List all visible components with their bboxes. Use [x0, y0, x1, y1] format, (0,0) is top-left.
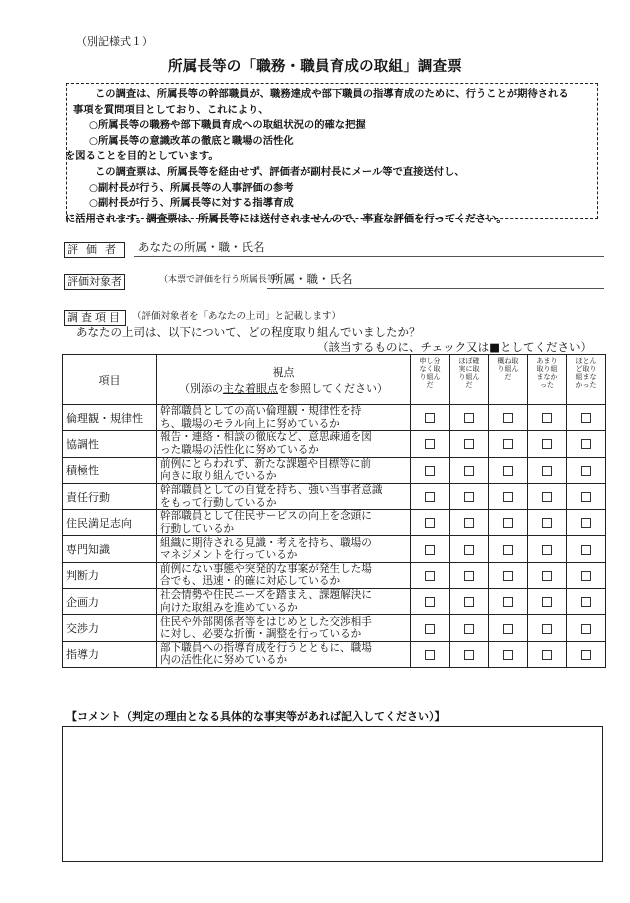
- scale-line: あまり: [536, 357, 558, 365]
- rating-checkbox[interactable]: [581, 545, 591, 555]
- rating-cell: [528, 562, 567, 588]
- rating-cell: [528, 641, 567, 667]
- rating-checkbox[interactable]: [464, 439, 474, 449]
- rating-cell: [528, 536, 567, 562]
- header-view-note-pre: （別添の: [179, 381, 223, 395]
- row-viewpoint: [157, 589, 411, 615]
- row-viewpoint: [157, 431, 411, 457]
- rating-cell: [528, 431, 567, 457]
- rating-cell: [567, 641, 606, 667]
- rating-checkbox[interactable]: [503, 597, 513, 607]
- row-item-label: 指導力: [63, 641, 157, 667]
- scale-line: り組ん: [497, 365, 519, 373]
- rating-cell: [450, 589, 489, 615]
- survey-items-row: [64, 306, 604, 326]
- target-underline: [267, 288, 604, 289]
- table-row: [63, 510, 606, 536]
- scale-line: った: [540, 381, 554, 389]
- table-row: [63, 457, 606, 483]
- row-viewpoint-line: 部下職員への指導育成を行うとともに、職場: [160, 641, 372, 654]
- comment-label: 【コメント（判定の理由となる具体的な事実等があれば記入してください）】: [66, 710, 446, 723]
- rating-cell: [450, 536, 489, 562]
- table-row: [63, 405, 606, 431]
- rating-checkbox[interactable]: [581, 492, 591, 502]
- rating-checkbox[interactable]: [581, 413, 591, 423]
- table-row: [63, 536, 606, 562]
- scale-header-1: [411, 355, 450, 405]
- header-view-note: [157, 380, 410, 396]
- rating-checkbox[interactable]: [542, 571, 552, 581]
- scale-line: ど取り: [575, 365, 597, 373]
- rating-checkbox[interactable]: [425, 650, 435, 660]
- scale-line: だ: [504, 373, 512, 381]
- rating-checkbox[interactable]: [581, 571, 591, 581]
- rating-checkbox[interactable]: [503, 545, 513, 555]
- table-row: [63, 641, 606, 667]
- rating-cell: [528, 510, 567, 536]
- table-row: [63, 589, 606, 615]
- rating-cell: [528, 615, 567, 641]
- rating-checkbox[interactable]: [542, 466, 552, 476]
- intro-line: に活用されます。調査票は、所属長等には送付されませんので、率直な評価を行ってください。: [65, 212, 507, 225]
- scale-header-5: [567, 355, 606, 405]
- rating-cell: [411, 536, 450, 562]
- row-viewpoint: [157, 483, 411, 509]
- row-viewpoint-line: 組織に期待される見識・考えを持ち、職場の: [160, 536, 372, 549]
- header-view-title: 視点: [272, 365, 295, 379]
- rating-checkbox[interactable]: [425, 597, 435, 607]
- rating-checkbox[interactable]: [503, 571, 513, 581]
- rating-checkbox[interactable]: [425, 439, 435, 449]
- row-item-label: 専門知識: [63, 536, 157, 562]
- table-row: [63, 562, 606, 588]
- evaluator-label: 評価者: [64, 242, 125, 258]
- scale-line: 実に取: [458, 365, 480, 373]
- rating-cell: [489, 562, 528, 588]
- rating-checkbox[interactable]: [464, 545, 474, 555]
- rating-checkbox[interactable]: [581, 624, 591, 634]
- row-viewpoint-line: 前例にとらわれず、新たな課題や目標等に前: [160, 457, 372, 470]
- rating-cell: [411, 431, 450, 457]
- rating-checkbox[interactable]: [464, 571, 474, 581]
- header-item: 項目: [63, 355, 157, 405]
- row-viewpoint-line: 合でも、迅速・的確に対応しているか: [160, 575, 341, 588]
- rating-checkbox[interactable]: [503, 650, 513, 660]
- rating-cell: [489, 641, 528, 667]
- scale-line: なく取: [419, 365, 441, 373]
- rating-checkbox[interactable]: [425, 518, 435, 528]
- rating-checkbox[interactable]: [581, 597, 591, 607]
- rating-cell: [489, 589, 528, 615]
- survey-table: [62, 354, 606, 668]
- row-item-label: 交渉力: [63, 615, 157, 641]
- row-viewpoint: [157, 510, 411, 536]
- rating-checkbox[interactable]: [581, 518, 591, 528]
- target-label: 評価対象者: [64, 274, 125, 290]
- rating-cell: [489, 615, 528, 641]
- rating-cell: [567, 589, 606, 615]
- survey-items-note: （評価対象者を「あなたの上司」と記載します）: [132, 311, 342, 322]
- intro-line: ○副村長が行う、所属長等の人事評価の参考: [89, 181, 294, 194]
- row-viewpoint-line: 向けた取組みを進めているか: [160, 601, 298, 614]
- row-item-label: 協調性: [63, 431, 157, 457]
- rating-cell: [450, 641, 489, 667]
- table-row: [63, 615, 606, 641]
- rating-cell: [450, 457, 489, 483]
- rating-cell: [489, 431, 528, 457]
- rating-checkbox[interactable]: [581, 650, 591, 660]
- rating-cell: [528, 457, 567, 483]
- rating-checkbox[interactable]: [542, 545, 552, 555]
- row-viewpoint: [157, 536, 411, 562]
- rating-checkbox[interactable]: [425, 466, 435, 476]
- rating-checkbox[interactable]: [542, 650, 552, 660]
- rating-cell: [489, 536, 528, 562]
- table-header-row: [63, 355, 606, 405]
- table-body: [63, 405, 606, 668]
- scale-line: 申し分: [419, 357, 441, 365]
- evaluator-field[interactable]: あなたの所属・職・氏名: [138, 240, 265, 254]
- target-field[interactable]: 所属・職・氏名: [272, 272, 353, 286]
- scale-line: だ: [465, 381, 473, 389]
- rating-checkbox[interactable]: [464, 492, 474, 502]
- rating-checkbox[interactable]: [503, 492, 513, 502]
- survey-question: あなたの上司は、以下について、どの程度取り組んでいましたか？: [76, 325, 421, 339]
- rating-cell: [489, 483, 528, 509]
- row-viewpoint: [157, 405, 411, 431]
- scale-line: ほとん: [575, 357, 597, 365]
- rating-checkbox[interactable]: [464, 466, 474, 476]
- header-view-note-post: を参照してください）: [278, 381, 388, 395]
- rating-cell: [411, 562, 450, 588]
- rating-checkbox[interactable]: [542, 624, 552, 634]
- row-item-label: 住民満足志向: [63, 510, 157, 536]
- rating-cell: [450, 405, 489, 431]
- rating-checkbox[interactable]: [464, 518, 474, 528]
- scale-line: 取り組: [536, 365, 558, 373]
- scale-line: 組まな: [575, 373, 597, 381]
- row-viewpoint: [157, 562, 411, 588]
- rating-cell: [567, 510, 606, 536]
- rating-checkbox[interactable]: [581, 466, 591, 476]
- rating-cell: [489, 457, 528, 483]
- rating-cell: [411, 457, 450, 483]
- survey-items-label: 調査項目: [64, 310, 126, 326]
- rating-cell: [528, 483, 567, 509]
- header-view-note-underlined: 主な着眼点: [223, 381, 278, 395]
- row-viewpoint-line: をもって行動しているか: [160, 496, 277, 509]
- rating-checkbox[interactable]: [464, 624, 474, 634]
- rating-checkbox[interactable]: [425, 413, 435, 423]
- scale-line: だ: [426, 381, 434, 389]
- rating-checkbox[interactable]: [542, 597, 552, 607]
- rating-cell: [411, 510, 450, 536]
- row-item-label: 判断力: [63, 562, 157, 588]
- rating-checkbox[interactable]: [542, 413, 552, 423]
- rating-checkbox[interactable]: [542, 518, 552, 528]
- scale-line: かった: [575, 381, 597, 389]
- intro-line: ○所属長等の意識改革の徹底と職場の活性化: [89, 134, 294, 147]
- evaluator-row: [64, 238, 604, 256]
- row-item-label: 倫理観・規律性: [63, 405, 157, 431]
- rating-checkbox[interactable]: [425, 545, 435, 555]
- scale-line: り組ん: [458, 373, 480, 381]
- table-row: [63, 483, 606, 509]
- intro-line: ○副村長が行う、所属長等に対する指導育成: [89, 197, 294, 210]
- target-note: （本票で評価を行う所属長等）: [159, 275, 286, 285]
- rating-checkbox[interactable]: [503, 466, 513, 476]
- intro-line: ○所属長等の職務や部下職員育成への取組状況の的確な把握: [89, 119, 366, 132]
- row-viewpoint-line: 向きに取り組んでいるか: [160, 470, 277, 483]
- rating-checkbox[interactable]: [464, 597, 474, 607]
- rating-checkbox[interactable]: [425, 624, 435, 634]
- survey-instruction: （該当するものに、チェック又は■としてください）: [316, 340, 592, 354]
- rating-cell: [567, 562, 606, 588]
- rating-cell: [567, 483, 606, 509]
- intro-box: [65, 83, 598, 225]
- form-number-label: （別記様式１）: [76, 35, 153, 48]
- rating-checkbox[interactable]: [542, 492, 552, 502]
- scale-line: ほぼ確: [458, 357, 480, 365]
- scale-header-3: [489, 355, 528, 405]
- rating-checkbox[interactable]: [581, 439, 591, 449]
- rating-cell: [411, 483, 450, 509]
- rating-cell: [567, 615, 606, 641]
- row-viewpoint-line: 内の活性化に努めているか: [160, 654, 288, 667]
- rating-cell: [450, 483, 489, 509]
- rating-cell: [567, 536, 606, 562]
- rating-checkbox[interactable]: [464, 413, 474, 423]
- rating-checkbox[interactable]: [503, 518, 513, 528]
- row-viewpoint: [157, 641, 411, 667]
- rating-cell: [489, 510, 528, 536]
- rating-checkbox[interactable]: [425, 571, 435, 581]
- rating-cell: [528, 589, 567, 615]
- row-viewpoint-line: 報告・連絡・相談の徹底など、意思疎通を図: [160, 431, 372, 444]
- rating-checkbox[interactable]: [542, 439, 552, 449]
- evaluator-underline: [134, 256, 604, 257]
- rating-cell: [567, 405, 606, 431]
- rating-cell: [411, 589, 450, 615]
- row-viewpoint-line: マネジメントを行っているか: [160, 549, 298, 562]
- row-viewpoint: [157, 615, 411, 641]
- row-item-label: 企画力: [63, 589, 157, 615]
- row-viewpoint-line: 前例にない事態や突発的な事案が発生した場: [160, 562, 372, 575]
- header-view: [157, 355, 411, 405]
- scale-line: 概ね取: [497, 357, 519, 365]
- rating-checkbox[interactable]: [503, 439, 513, 449]
- rating-checkbox[interactable]: [425, 492, 435, 502]
- table-row: [63, 431, 606, 457]
- row-viewpoint-line: 行動しているか: [160, 522, 235, 535]
- row-item-label: 積極性: [63, 457, 157, 483]
- rating-cell: [450, 562, 489, 588]
- page-title: 所属長等の「職務・職員育成の取組」調査票: [168, 59, 462, 75]
- row-viewpoint-line: に対し、必要な折衝・調整を行っているか: [160, 628, 362, 641]
- rating-cell: [489, 405, 528, 431]
- intro-line: 事項を質問項目としており、これにより、: [73, 103, 269, 116]
- rating-cell: [450, 510, 489, 536]
- rating-checkbox[interactable]: [503, 413, 513, 423]
- target-row: [64, 270, 604, 288]
- row-viewpoint-line: 住民や外部関係者等をはじめとした交渉相手: [160, 615, 372, 628]
- intro-line: この調査票は、所属長等を経由せず、評価者が副村長にメール等で直接送付し、: [95, 165, 465, 178]
- row-viewpoint-line: 幹部職員としての自覚を持ち、強い当事者意識: [160, 484, 383, 497]
- rating-cell: [450, 431, 489, 457]
- rating-cell: [528, 405, 567, 431]
- row-viewpoint-line: 幹部職員としての高い倫理観・規律性を持: [160, 405, 362, 418]
- scale-header-4: [528, 355, 567, 405]
- rating-checkbox[interactable]: [503, 624, 513, 634]
- row-viewpoint-line: 幹部職員として住民サービスの向上を念頭に: [160, 510, 372, 523]
- rating-checkbox[interactable]: [464, 650, 474, 660]
- rating-cell: [411, 641, 450, 667]
- row-item-label: 責任行動: [63, 483, 157, 509]
- rating-cell: [567, 457, 606, 483]
- scale-line: り組ん: [419, 373, 441, 381]
- rating-cell: [450, 615, 489, 641]
- row-viewpoint-line: 社会情勢や住民ニーズを踏まえ、課題解決に: [160, 589, 372, 602]
- row-viewpoint-line: った職場の活性化に努めているか: [160, 443, 319, 456]
- row-viewpoint: [157, 457, 411, 483]
- scale-line: まなか: [536, 373, 558, 381]
- row-viewpoint-line: ち、職場のモラル向上に努めているか: [160, 417, 340, 430]
- comment-textarea[interactable]: [62, 726, 603, 862]
- intro-line: を図ることを目的としています。: [65, 150, 219, 163]
- rating-cell: [411, 615, 450, 641]
- rating-cell: [567, 431, 606, 457]
- rating-cell: [411, 405, 450, 431]
- scale-header-2: [450, 355, 489, 405]
- intro-line: この調査は、所属長等の幹部職員が、職務達成や部下職員の指導育成のために、行うことが期待される: [95, 88, 569, 100]
